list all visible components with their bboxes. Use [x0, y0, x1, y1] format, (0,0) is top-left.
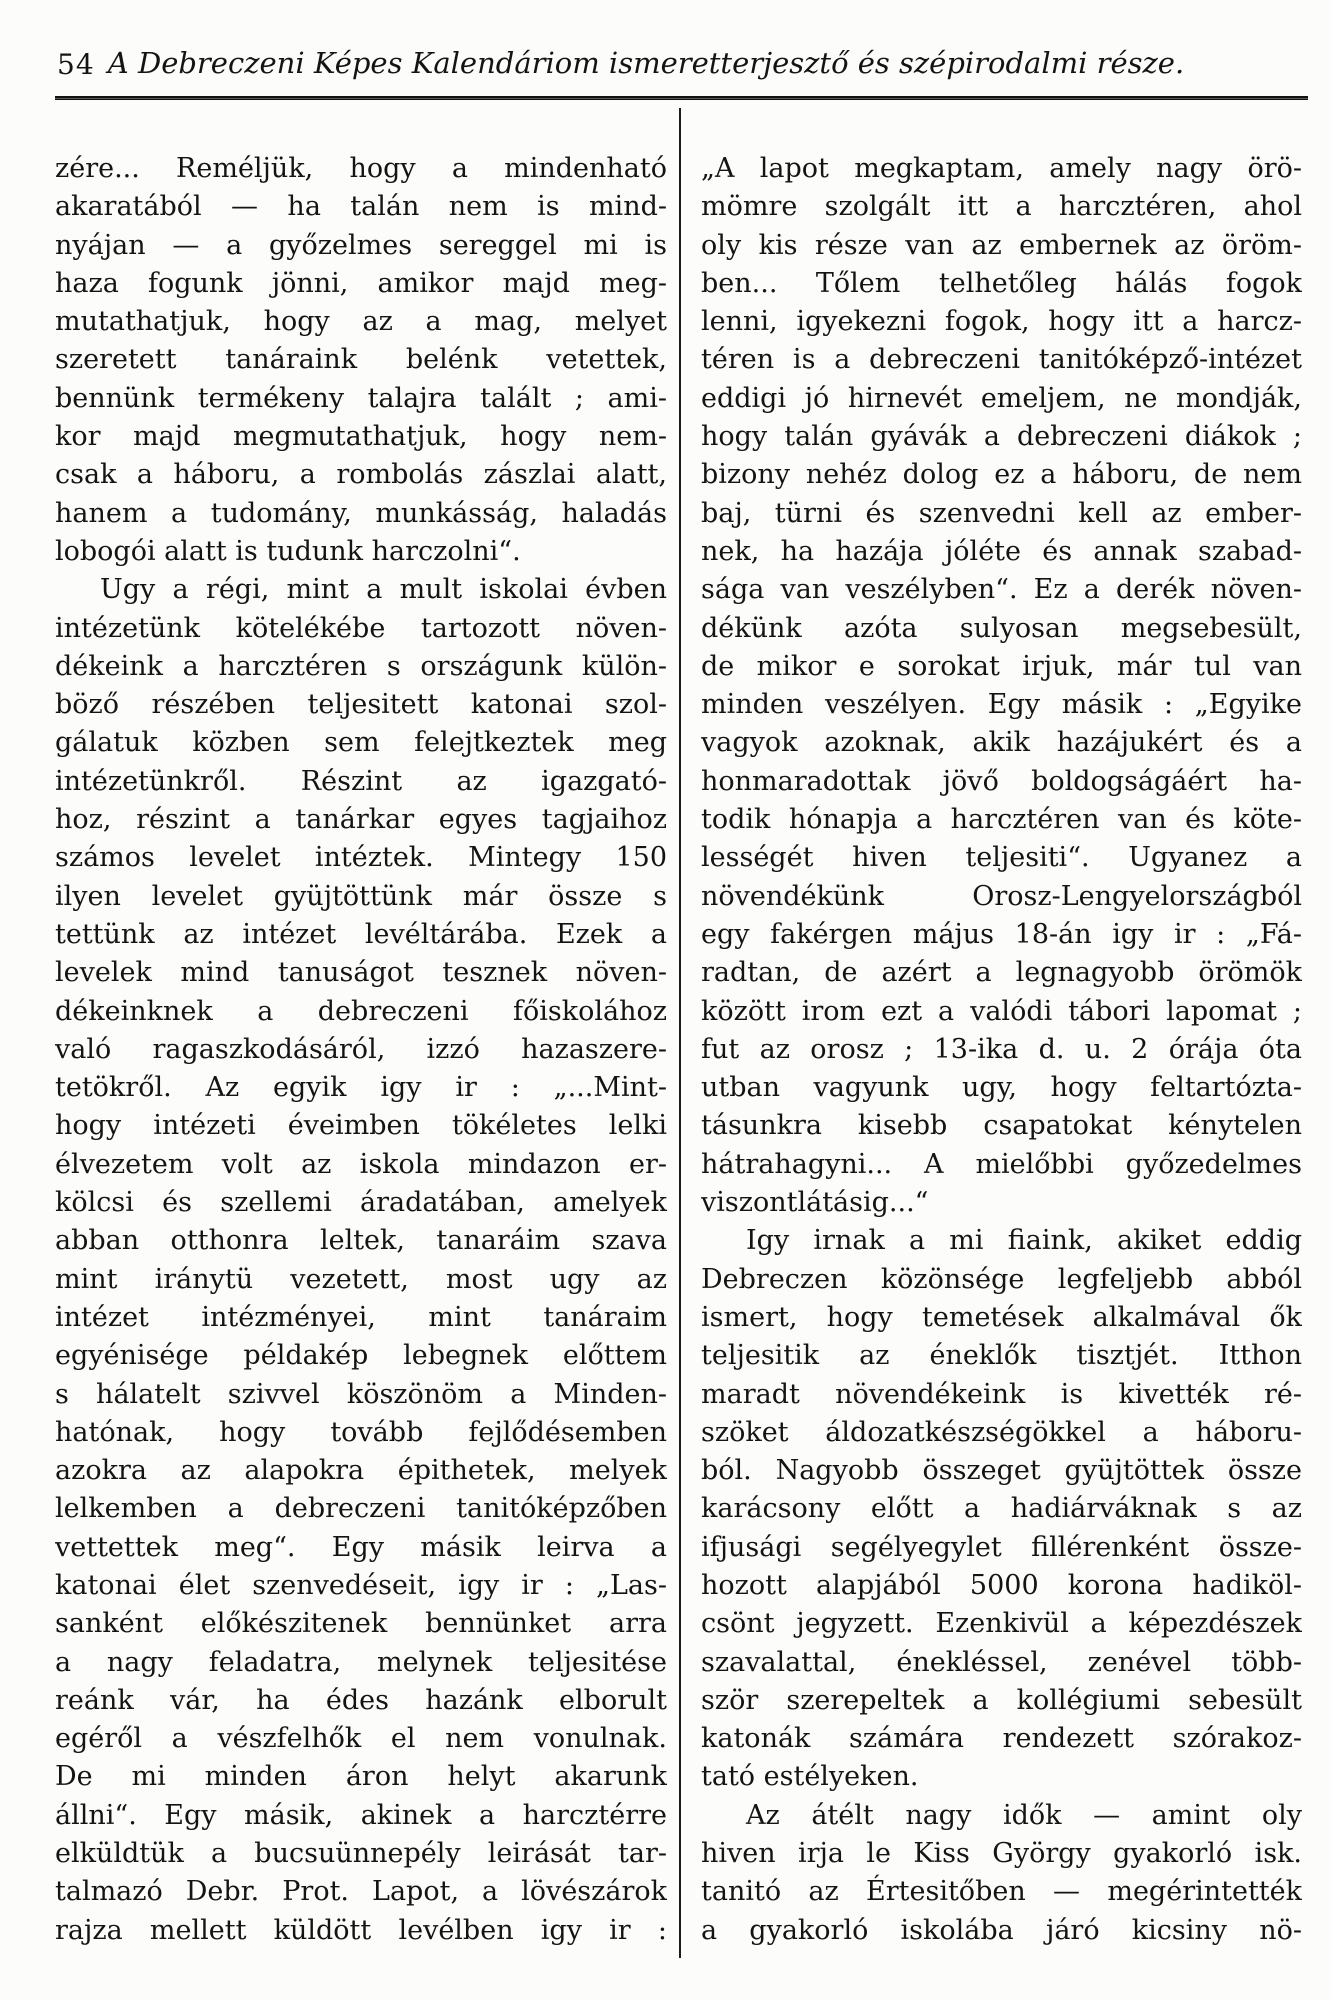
text-line: lelkemben a debreczeni tanitóképzőben [55, 1493, 667, 1525]
text-line: mint iránytü vezetett, most ugy az [55, 1263, 667, 1295]
text-line: ször szerepeltek a kollégiumi sebesült [701, 1684, 1302, 1716]
text-line: szöket áldozatkészségökkel a háboru- [701, 1416, 1302, 1448]
header-rule [55, 96, 1308, 100]
text-line: Az átélt nagy idők — amint oly [746, 1799, 1302, 1831]
text-line: számos levelet intéztek. Mintegy 150 [55, 842, 667, 874]
text-line: lességét hiven teljesiti“. Ugyanez a [701, 842, 1302, 874]
text-line: hátrahagyni... A mielőbbi győzedelmes [701, 1148, 1302, 1180]
text-line: a gyakorló iskolába járó kicsiny nö- [701, 1914, 1302, 1946]
text-line: élvezetem volt az iskola mindazon er- [55, 1148, 667, 1180]
text-line: Debreczen közönsége legfeljebb abból [701, 1263, 1302, 1295]
text-line: egy fakérgen május 18-án igy ir : „Fá- [701, 918, 1302, 950]
text-line: azokra az alapokra épithetek, melyek [55, 1455, 667, 1487]
text-line: „A lapot megkaptam, amely nagy örö- [701, 153, 1302, 184]
text-line: hanem a tudomány, munkásság, haladás [55, 497, 667, 529]
text-line: kor majd megmutathatjuk, hogy nem- [55, 421, 667, 453]
text-line: ból. Nagyobb összeget gyüjtöttek össze [701, 1455, 1302, 1487]
text-line: levelek mind tanuságot tesznek növen- [55, 957, 667, 989]
text-line: nek, ha hazája jóléte és annak szabad- [701, 535, 1302, 567]
text-line: katonák számára rendezett szórakoz- [701, 1723, 1302, 1755]
text-line: hogy talán gyávák a debreczeni diákok ; [701, 421, 1302, 453]
text-line: tató estélyeken. [701, 1761, 919, 1793]
text-line: tettünk az intézet levéltárába. Ezek a [55, 918, 667, 950]
text-line: való ragaszkodásáról, izzó hazaszere- [55, 1033, 667, 1065]
text-line: ismert, hogy temetések alkalmával ők [701, 1301, 1302, 1333]
text-line: szavalattal, énekléssel, zenével több- [701, 1646, 1302, 1678]
text-line: tásunkra kisebb csapatokat kénytelen [701, 1110, 1302, 1142]
text-line: hogy intézeti éveimben tökéletes lelki [55, 1110, 667, 1142]
text-line: egéről a vészfelhők el nem vonulnak. [55, 1723, 667, 1755]
text-line: vettettek meg“. Egy másik leirva a [55, 1531, 667, 1563]
text-line: dékeinknek a debreczeni főiskolához [55, 995, 667, 1027]
text-line: reánk vár, ha édes hazánk elborult [55, 1684, 667, 1716]
text-line: lobogói alatt is tudunk harczolni“. [55, 535, 521, 567]
text-line: intézetünk kötelékébe tartozott növen- [55, 612, 667, 644]
text-line: között irom ezt a valódi tábori lapomat ; [701, 995, 1302, 1027]
text-line: kölcsi és szellemi áradatában, amelyek [55, 1187, 667, 1219]
text-line: ifjusági segélyegylet fillérenként össze- [701, 1531, 1302, 1563]
text-line: karácsony előtt a hadiárváknak s az [701, 1493, 1302, 1525]
page-number: 54 [57, 48, 95, 81]
text-line: csönt jegyzett. Ezenkivül a képezdészek [701, 1608, 1302, 1640]
text-line: mutathatjuk, hogy az a mag, melyet [55, 306, 667, 338]
text-line: s hálatelt szivvel köszönöm a Minden- [55, 1378, 667, 1410]
text-line: a nagy feladatra, melynek teljesitése [55, 1646, 667, 1678]
text-line: minden veszélyen. Egy másik : „Egyike [701, 689, 1302, 721]
text-line: De mi minden áron helyt akarunk [55, 1761, 667, 1793]
text-line: honmaradottak jövő boldogságáért ha- [701, 765, 1302, 797]
text-line: radtan, de azért a legnagyobb örömök [701, 957, 1302, 989]
text-line: Igy irnak a mi fiaink, akiket eddig [746, 1225, 1302, 1257]
text-line: dékeink a harcztéren s országunk külön- [55, 650, 667, 682]
text-line: ben... Tőlem telhetőleg hálás fogok [701, 267, 1302, 299]
text-line: rajza mellett küldött levélben igy ir : [55, 1914, 667, 1946]
text-line: intézetünkről. Részint az igazgató- [55, 765, 667, 797]
text-line: hiven irja le Kiss György gyakorló isk. [701, 1838, 1302, 1870]
text-line: szeretett tanáraink belénk vetettek, [55, 344, 667, 376]
text-line: katonai élet szenvedéseit, igy ir : „Las- [55, 1569, 667, 1601]
left-column [55, 150, 667, 1950]
text-line: dékünk azóta sulyosan megsebesült, [701, 612, 1302, 644]
text-line: abban otthonra leltek, tanaráim szava [55, 1225, 667, 1257]
text-line: bennünk termékeny talajra talált ; ami- [55, 382, 667, 414]
text-line: sanként előkészitenek bennünket arra [55, 1608, 667, 1640]
text-line: intézet intézményei, mint tanáraim [55, 1301, 667, 1333]
right-column [701, 150, 1302, 1950]
text-line: haza fogunk jönni, amikor majd meg- [55, 267, 667, 299]
text-line: todik hónapja a harcztéren van és köte- [701, 804, 1302, 836]
text-line: bizony nehéz dolog ez a háboru, de nem [701, 459, 1302, 491]
column-divider [679, 108, 681, 1958]
text-line: fut az orosz ; 13-ika d. u. 2 órája óta [701, 1033, 1302, 1065]
text-line: akaratából — ha talán nem is mind- [55, 191, 667, 223]
text-line: böző részében teljesitett katonai szol- [55, 689, 667, 721]
text-line: hatónak, hogy tovább fejlődésemben [55, 1416, 667, 1448]
text-line: viszontlátásig...“ [701, 1187, 929, 1219]
text-line: gálatuk közben sem felejtkeztek meg [55, 727, 667, 759]
text-line: maradt növendékeink is kivették ré- [701, 1378, 1302, 1410]
text-line: hozott alapjából 5000 korona hadiköl- [701, 1569, 1302, 1601]
text-line: egyénisége példakép lebegnek előttem [55, 1340, 667, 1372]
running-header-title: A Debreczeni Képes Kalendáriom ismeretterjesztő és szépirodalmi része. [107, 46, 1185, 80]
text-line: sága van veszélyben“. Ez a derék növen- [701, 574, 1302, 606]
text-line: lenni, igyekezni fogok, hogy itt a harcz- [701, 306, 1302, 338]
text-line: oly kis része van az embernek az öröm- [701, 229, 1302, 261]
text-line: vagyok azoknak, akik hazájukért és a [701, 727, 1302, 759]
text-line: eddigi jó hirnevét emeljem, ne mondják, [701, 382, 1302, 414]
text-line: talmazó Debr. Prot. Lapot, a lövészárok [55, 1876, 667, 1908]
text-line: tanitó az Értesitőben — megérintették [701, 1876, 1302, 1908]
text-line: elküldtük a bucsuünnepély leirását tar- [55, 1838, 667, 1870]
text-line: állni“. Egy másik, akinek a harcztérre [55, 1799, 667, 1831]
text-line: ilyen levelet gyüjtöttünk már össze s [55, 880, 667, 912]
text-line: de mikor e sorokat irjuk, már tul van [701, 650, 1302, 682]
text-line: csak a háboru, a rombolás zászlai alatt, [55, 459, 667, 491]
text-line: mömre szolgált itt a harcztéren, ahol [701, 191, 1302, 223]
text-line: teljesitik az éneklők tisztjét. Itthon [701, 1340, 1302, 1372]
text-line: növendékünk Orosz-Lengyelországból [701, 880, 1302, 912]
text-line: zére... Reméljük, hogy a mindenható [55, 153, 667, 184]
text-line: utban vagyunk ugy, hogy feltartózta- [701, 1072, 1302, 1104]
text-line: tetökről. Az egyik igy ir : „...Mint- [55, 1072, 667, 1104]
text-line: Ugy a régi, mint a mult iskolai évben [100, 574, 667, 606]
text-line: hoz, részint a tanárkar egyes tagjaihoz [55, 804, 667, 836]
text-line: nyájan — a győzelmes sereggel mi is [55, 229, 667, 261]
text-line: baj, türni és szenvedni kell az ember- [701, 497, 1302, 529]
text-line: téren is a debreczeni tanitóképző-intézet [701, 344, 1302, 376]
